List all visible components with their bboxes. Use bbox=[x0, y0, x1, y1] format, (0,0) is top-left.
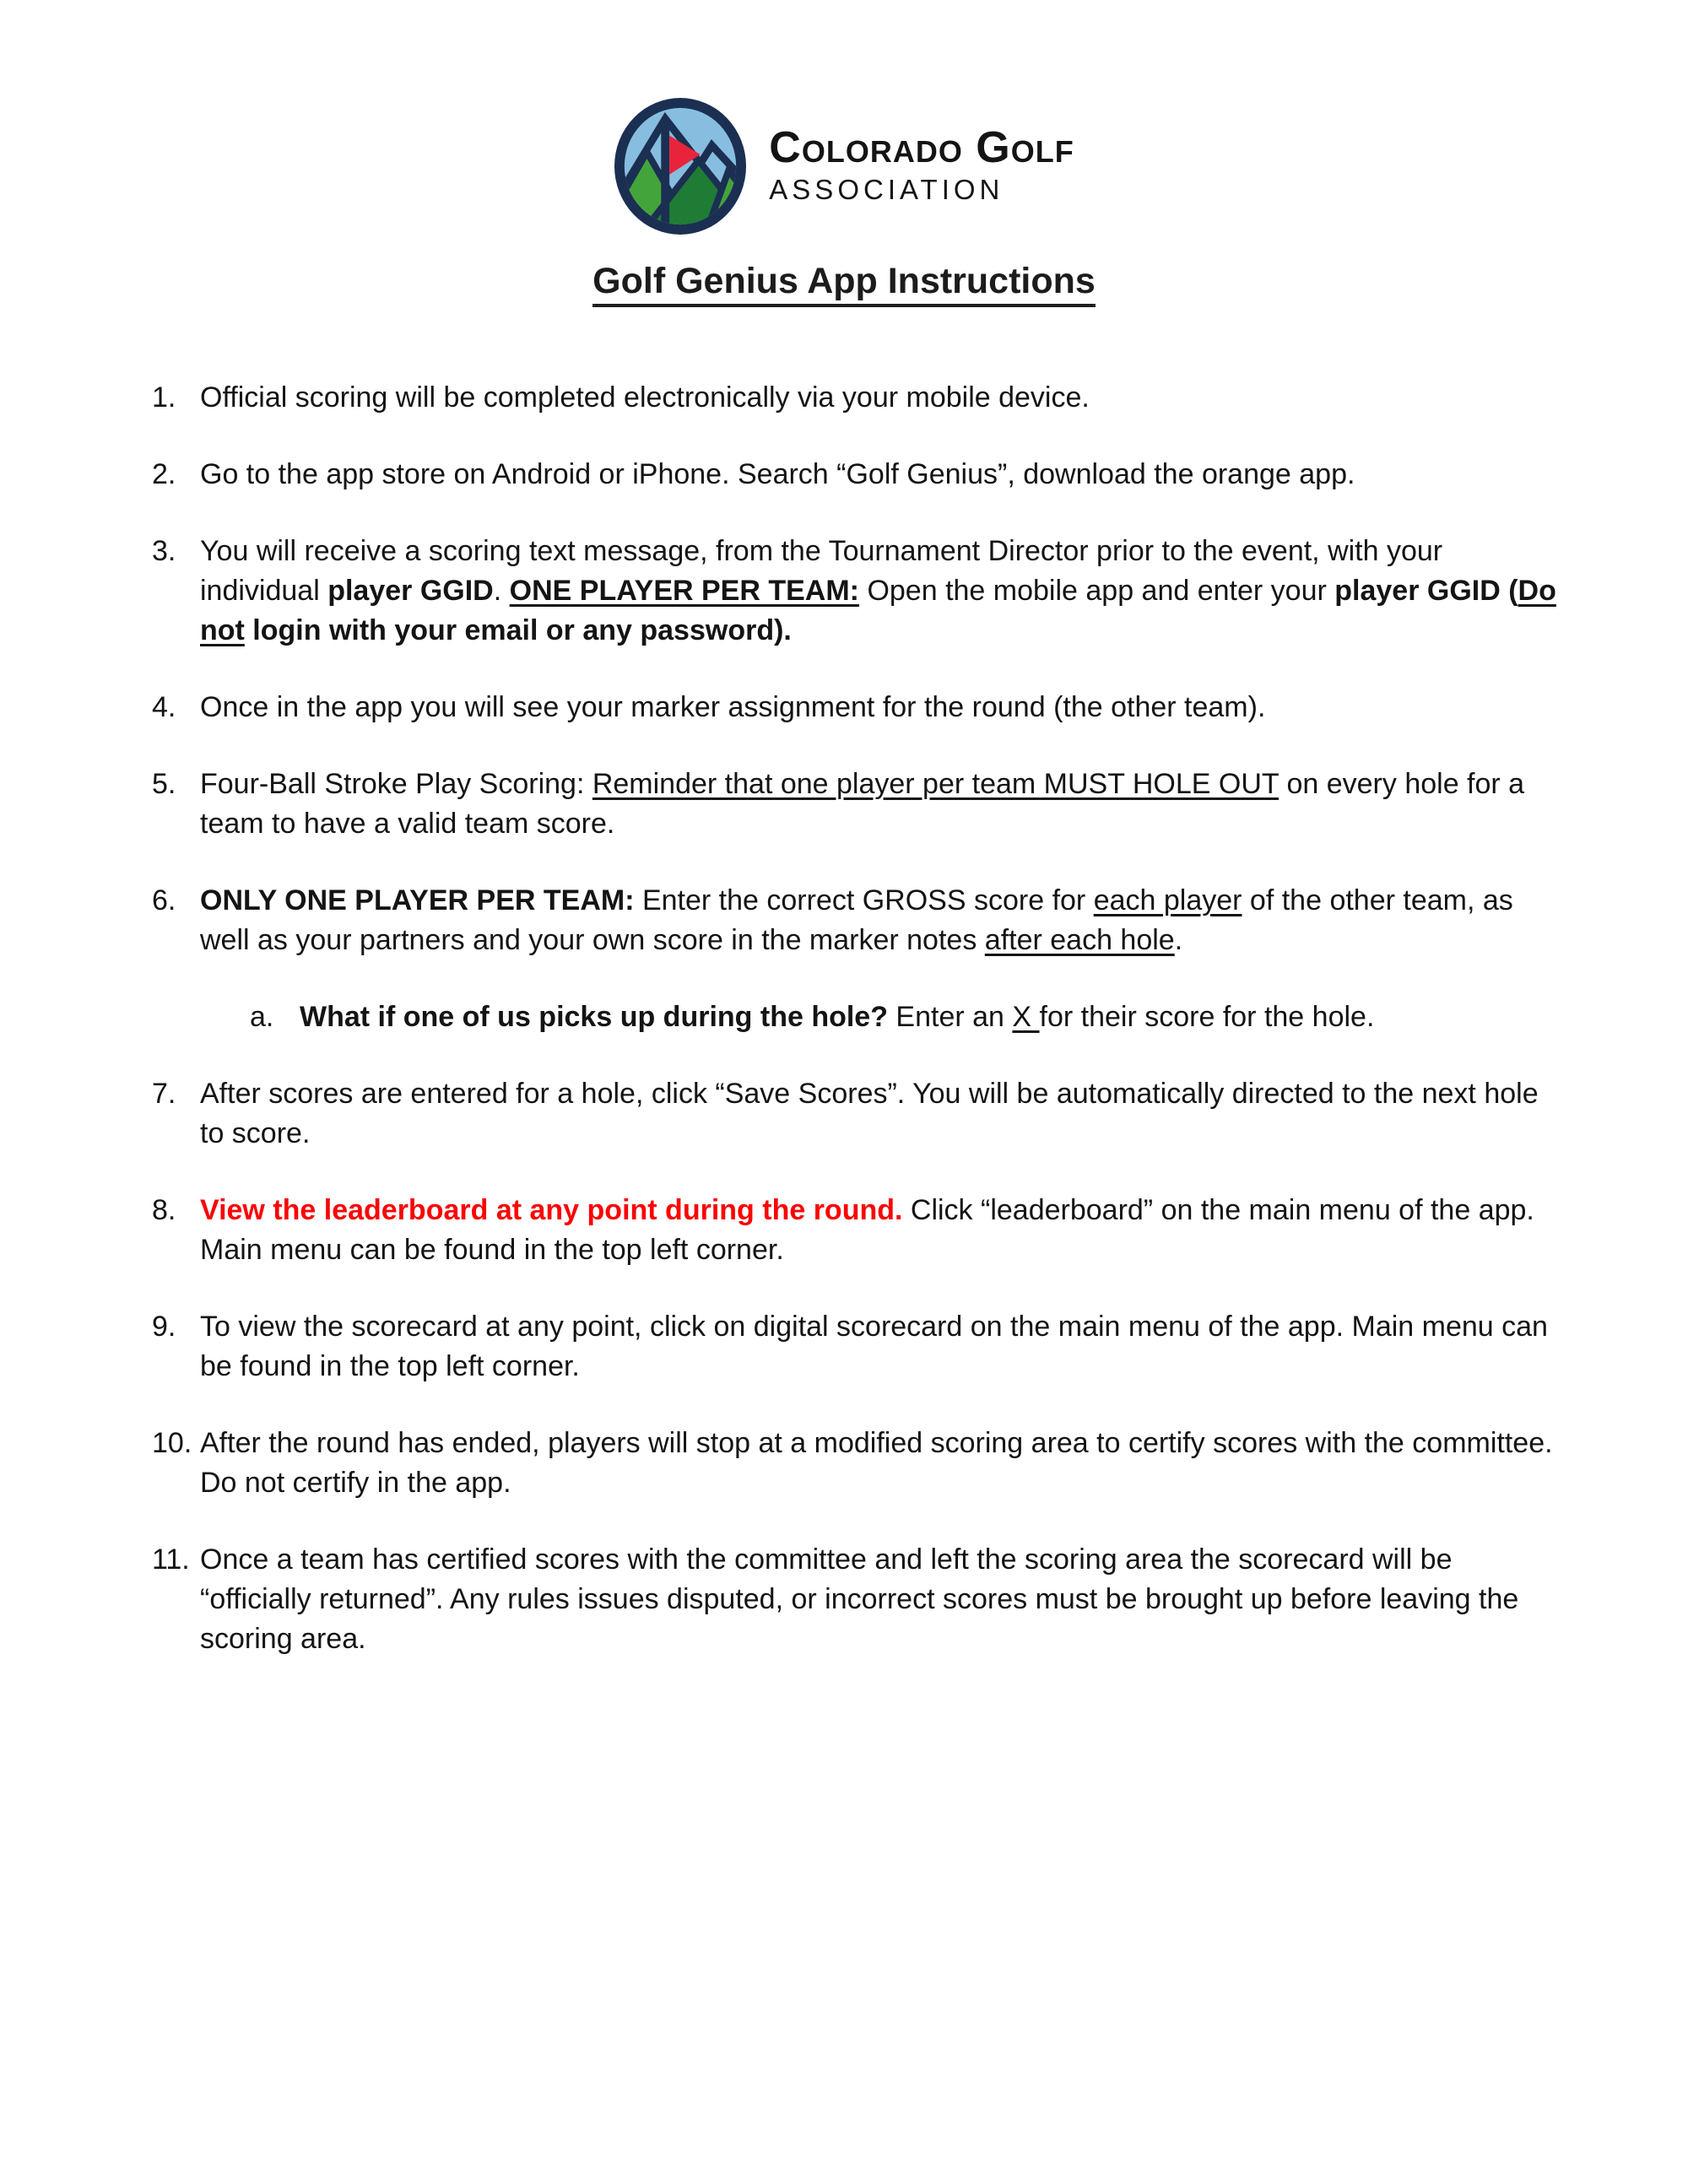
list-item bbox=[152, 1307, 1570, 1387]
list-item-text: Once in the app you will see your marker assignment for the round (the other team). bbox=[200, 691, 1266, 723]
mountain-golf-logo-icon bbox=[614, 97, 747, 235]
list-item-marker: 4. bbox=[152, 691, 176, 723]
list-item-text: View the leaderboard at any point during the round. Click “leaderboard” on the main menu of the app. Main menu can be found in the top left corner. bbox=[200, 1194, 1534, 1266]
list-item-text: After scores are entered for a hole, click “Save Scores”. You will be automatically directed to the next hole to score. bbox=[200, 1078, 1539, 1149]
list-item-text: To view the scorecard at any point, click on digital scorecard on the main menu of the app. Main menu can be found in the top left corner. bbox=[200, 1311, 1548, 1382]
list-item-text: Official scoring will be completed electronically via your mobile device. bbox=[200, 381, 1090, 414]
list-item-text: Go to the app store on Android or iPhone. Search “Golf Genius”, download the orange app. bbox=[200, 458, 1355, 490]
list-item-marker: a. bbox=[250, 1001, 274, 1033]
logo-text bbox=[769, 124, 1074, 208]
list-item-marker: 8. bbox=[152, 1194, 176, 1226]
list-item-marker: 1. bbox=[152, 381, 176, 414]
list-item-marker: 3. bbox=[152, 535, 176, 567]
brand-subtitle: ASSOCIATION bbox=[769, 174, 1004, 205]
list-item bbox=[152, 455, 1570, 495]
list-item bbox=[152, 765, 1570, 844]
list-item bbox=[152, 881, 1570, 960]
list-item-text: Once a team has certified scores with the committee and left the scoring area the scorecard will be “officially returned”. Any rules issues disputed, or incorrect scores must be brought up before leaving the scoring area. bbox=[200, 1543, 1519, 1655]
list-item bbox=[152, 378, 1570, 418]
list-item bbox=[152, 688, 1570, 727]
list-item-text: Four-Ball Stroke Play Scoring: Reminder that one player per team MUST HOLE OUT on every hole for a team to have a valid team score. bbox=[200, 768, 1525, 840]
page-title: Golf Genius App Instructions bbox=[0, 261, 1688, 302]
logo-flag-pole bbox=[662, 119, 670, 235]
list-item bbox=[152, 1074, 1570, 1154]
list-item-marker: 6. bbox=[152, 884, 176, 916]
list-item-marker: 11. bbox=[152, 1543, 190, 1576]
list-item bbox=[250, 997, 1668, 1037]
list-item-marker: 10. bbox=[152, 1427, 192, 1459]
list-item-marker: 9. bbox=[152, 1311, 176, 1343]
list-item-text: After the round has ended, players will stop at a modified scoring area to certify scores with the committee. Do not certify in the app. bbox=[200, 1427, 1553, 1499]
list-item bbox=[152, 532, 1570, 651]
list-item-marker: 5. bbox=[152, 768, 176, 800]
list-item bbox=[152, 1540, 1570, 1659]
list-item-text: You will receive a scoring text message, from the Tournament Director prior to the event, with your individual player GGID. ONE PLAYER PER TEAM: Open the mobile app and enter your player GGID (Do not login with your email or any password). bbox=[200, 535, 1556, 646]
brand-name: Colorado Golf bbox=[769, 123, 1074, 172]
list-item-marker: 7. bbox=[152, 1078, 176, 1110]
list-item bbox=[152, 1191, 1570, 1270]
list-item bbox=[152, 1424, 1570, 1503]
cga-logo bbox=[0, 0, 1688, 235]
list-item-text: ONLY ONE PLAYER PER TEAM: Enter the correct GROSS score for each player of the other team, as well as your partners and your own score in the marker notes after each hole. bbox=[200, 884, 1513, 956]
instruction-list bbox=[152, 378, 1570, 1659]
list-item-text: What if one of us picks up during the hole? Enter an X for their score for the hole. bbox=[300, 1001, 1375, 1033]
list-item-marker: 2. bbox=[152, 458, 176, 490]
